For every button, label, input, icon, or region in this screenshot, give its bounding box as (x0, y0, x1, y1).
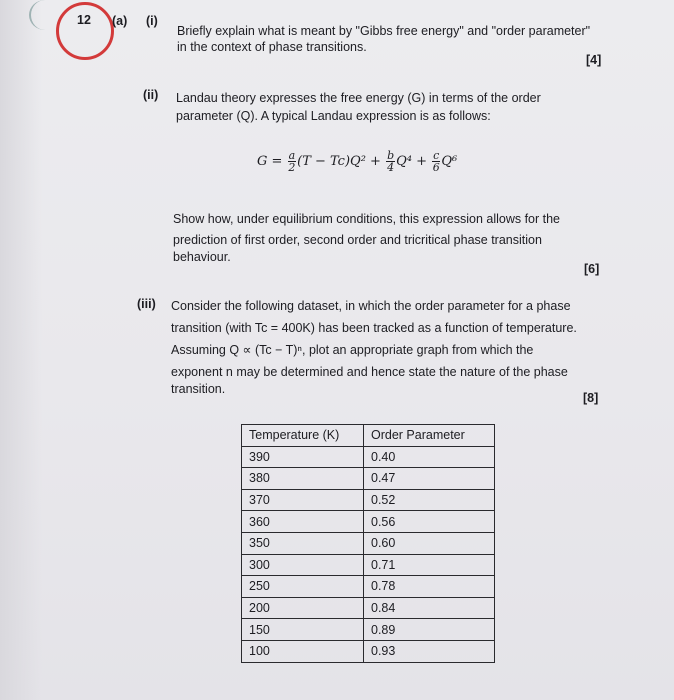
order-parameter-cell: 0.60 (364, 532, 495, 554)
table-row (242, 597, 495, 619)
table-row (242, 489, 495, 511)
part-iii-text-line4: exponent n may be determined and hence state the nature of the phase (171, 365, 568, 379)
column-header-order-parameter: Order Parameter (364, 425, 495, 447)
order-parameter-cell: 0.56 (364, 511, 495, 533)
fraction-numerator: a (288, 149, 296, 162)
temperature-order-parameter-table (241, 424, 495, 663)
table-row (242, 511, 495, 533)
table-row (242, 468, 495, 490)
question-number: 12 (77, 13, 91, 27)
part-ii-marks: [6] (584, 262, 600, 276)
part-ii-text-line3: Show how, under equilibrium conditions, this expression allows for the (173, 212, 561, 226)
order-parameter-cell: 0.78 (364, 576, 495, 598)
part-iii-text-line1: Consider the following dataset, in which the order parameter for a phase (171, 299, 571, 313)
temperature-cell: 150 (242, 619, 364, 641)
order-parameter-cell: 0.93 (364, 640, 495, 662)
fraction-c-over-6 (432, 150, 440, 173)
order-parameter-cell: 0.52 (364, 489, 495, 511)
fraction-numerator: c (433, 149, 440, 162)
part-i-text-line2: in the context of phase transitions. (177, 40, 367, 54)
temperature-cell: 370 (242, 489, 364, 511)
part-a-label: (a) (112, 14, 128, 28)
temperature-cell: 360 (242, 511, 364, 533)
part-ii-text-line5: behaviour. (173, 250, 231, 264)
part-iii-text-line3: Assuming Q ∝ (Tc − T)ⁿ, plot an appropriate graph from which the (171, 343, 534, 357)
part-iii-text-line2: transition (with Tc = 400K) has been tracked as a function of temperature. (171, 321, 577, 335)
part-i-text-line1: Briefly explain what is meant by "Gibbs free energy" and "order parameter" (177, 24, 591, 38)
temperature-cell: 250 (242, 576, 364, 598)
temperature-cell: 300 (242, 554, 364, 576)
fraction-b-over-4 (386, 150, 395, 173)
table-row (242, 576, 495, 598)
fraction-denominator: 6 (432, 161, 440, 174)
temperature-cell: 390 (242, 446, 364, 468)
formula-lhs: G = (257, 154, 283, 169)
landau-formula (257, 150, 457, 173)
fraction-denominator: 4 (387, 161, 395, 174)
part-iii-label: (iii) (137, 297, 156, 311)
part-i-label: (i) (146, 14, 158, 28)
part-iii-marks: [8] (583, 391, 599, 405)
part-ii-label: (ii) (143, 88, 159, 102)
order-parameter-cell: 0.84 (364, 597, 495, 619)
part-ii-text-line2: parameter (Q). A typical Landau expression is as follows: (176, 109, 491, 123)
part-ii-text-line4: prediction of first order, second order and tricritical phase transition (173, 233, 542, 247)
part-ii-text-line1: Landau theory expresses the free energy (G) in terms of the order (176, 91, 541, 105)
formula-term2: Q⁴ + (396, 154, 428, 169)
part-i-marks: [4] (586, 53, 602, 67)
table-row (242, 619, 495, 641)
fraction-a-over-2 (288, 150, 297, 173)
order-parameter-cell: 0.40 (364, 446, 495, 468)
order-parameter-cell: 0.47 (364, 468, 495, 490)
temperature-cell: 200 (242, 597, 364, 619)
fraction-denominator: 2 (288, 161, 296, 174)
table-header-row (242, 425, 495, 447)
table-row (242, 640, 495, 662)
temperature-cell: 100 (242, 640, 364, 662)
table-row (242, 446, 495, 468)
temperature-cell: 380 (242, 468, 364, 490)
temperature-cell: 350 (242, 532, 364, 554)
question-number-circle (56, 2, 114, 60)
table-row (242, 532, 495, 554)
part-iii-text-line5: transition. (171, 382, 226, 396)
order-parameter-cell: 0.71 (364, 554, 495, 576)
page-edge-shadow (0, 0, 42, 700)
order-parameter-cell: 0.89 (364, 619, 495, 641)
fraction-numerator: b (387, 149, 395, 162)
formula-term3: Q⁶ (441, 154, 458, 169)
formula-term1: (T − Tc)Q² + (297, 154, 381, 169)
column-header-temperature: Temperature (K) (242, 425, 364, 447)
table-row (242, 554, 495, 576)
